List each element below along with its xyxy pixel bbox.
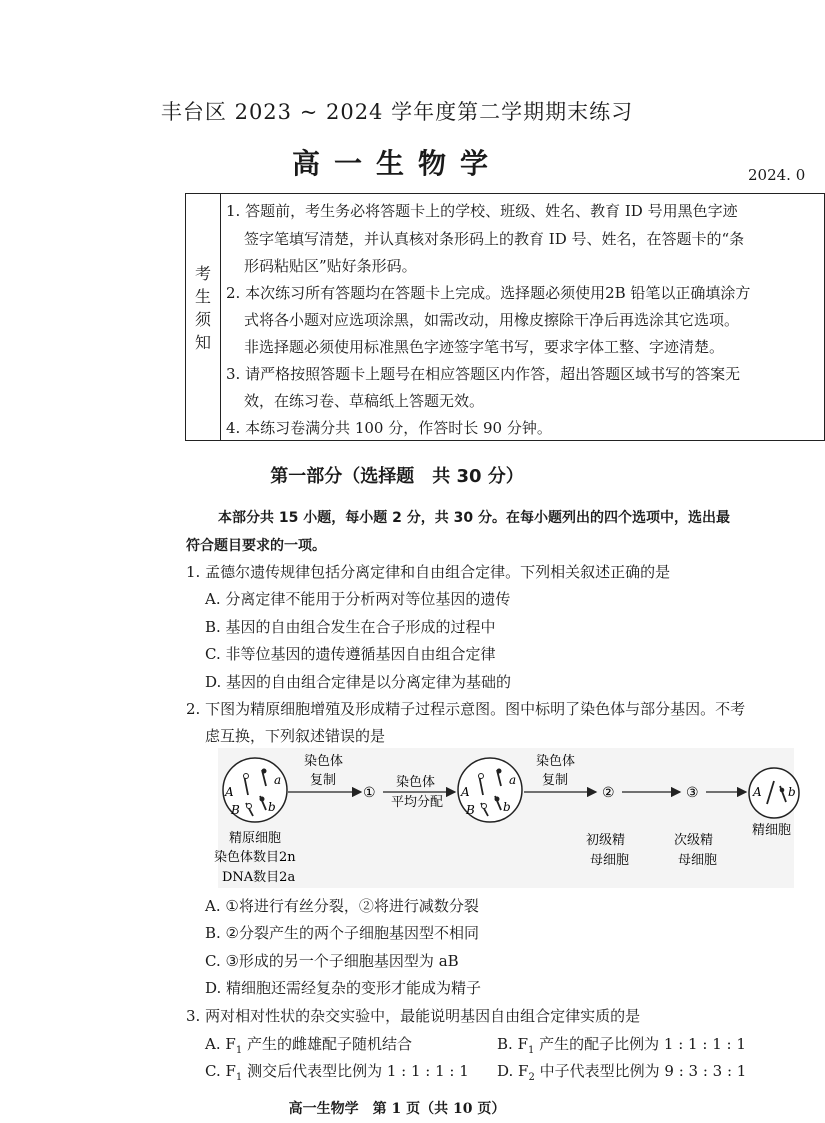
gene-label: B bbox=[466, 803, 475, 817]
arrow-label: 染色体 bbox=[304, 754, 344, 769]
arrow-label: 复制 bbox=[542, 773, 569, 788]
gene-label: B bbox=[231, 803, 240, 817]
centromere bbox=[262, 769, 267, 774]
option-text: 中子代表型比例为 9 : 3 : 3 : 1 bbox=[539, 1062, 747, 1080]
spermatogenesis-diagram bbox=[214, 748, 796, 888]
cell-caption: 初级精 bbox=[586, 833, 626, 848]
notice-label-char: 知 bbox=[194, 333, 211, 352]
cell-caption: 染色体数目2n bbox=[214, 850, 296, 865]
generation-symbol: F bbox=[518, 1062, 529, 1080]
part1-intro: 符合题目要求的一项。 bbox=[186, 538, 326, 554]
daughter-spermatogonium-cell bbox=[458, 758, 522, 822]
question-3-option-d bbox=[497, 1061, 746, 1088]
arrow-label: 染色体 bbox=[396, 775, 436, 790]
arrow-label: 平均分配 bbox=[391, 795, 444, 810]
option-text: 产生的雌雄配子随机结合 bbox=[246, 1035, 412, 1053]
notice-label bbox=[186, 262, 220, 354]
generation-symbol: F bbox=[517, 1035, 528, 1053]
notice-label-char: 生 bbox=[194, 287, 211, 306]
notice-line: 1. 答题前，考生务必将答题卡上的学校、班级、姓名、教育 ID 号用黑色字迹 bbox=[226, 202, 738, 220]
centromere bbox=[495, 797, 500, 802]
notice-label-char: 考 bbox=[194, 264, 211, 283]
notice-line: 形码粘贴区”贴好条形码。 bbox=[244, 257, 417, 275]
question-1-option-d: D. 基因的自由组合定律是以分离定律为基础的 bbox=[205, 673, 512, 691]
option-letter: D. bbox=[497, 1062, 514, 1080]
cell-caption: DNA数目2a bbox=[222, 870, 296, 885]
centromere bbox=[247, 804, 252, 809]
option-text: 测交后代表型比例为 1 : 1 : 1 : 1 bbox=[247, 1062, 469, 1080]
centromere bbox=[479, 774, 484, 779]
part1-intro: 本部分共 15 小题，每小题 2 分，共 30 分。在每小题列出的四个选项中，选出最 bbox=[218, 510, 730, 526]
exam-date: 2024. 0 bbox=[748, 166, 806, 184]
exam-title: 丰台区 2023 ~ 2024 学年度第二学期期末练习 bbox=[160, 100, 634, 124]
question-3-option-c bbox=[205, 1061, 469, 1088]
option-letter: A. bbox=[205, 1035, 221, 1053]
question-3-option-b bbox=[497, 1034, 746, 1061]
cell-caption: 精细胞 bbox=[752, 823, 792, 838]
gene-label: A bbox=[225, 785, 234, 799]
cell-caption: 次级精 bbox=[674, 833, 714, 848]
option-letter: B. bbox=[497, 1035, 513, 1053]
question-2-option-d: D. 精细胞还需经复杂的变形才能成为精子 bbox=[205, 979, 482, 997]
gene-label: a bbox=[274, 773, 282, 787]
generation-subscript: 2 bbox=[528, 1072, 535, 1083]
arrow-label: 染色体 bbox=[536, 754, 576, 769]
centromere bbox=[260, 797, 265, 802]
subject-title: 高一生物学 bbox=[291, 147, 502, 180]
question-2-option-c: C. ③形成的另一个子细胞基因型为 aB bbox=[205, 952, 459, 970]
gene-label: b bbox=[268, 800, 276, 814]
notice-line: 3. 请严格按照答题卡上题号在相应答题区内作答，超出答题区域书写的答案无 bbox=[226, 365, 741, 383]
question-2-stem: 虑互换，下列叙述错误的是 bbox=[205, 727, 386, 745]
question-3-option-a bbox=[205, 1034, 412, 1061]
question-3-stem: 3. 两对相对性状的杂交实验中，最能说明基因自由组合定律实质的是 bbox=[186, 1007, 641, 1025]
question-2-stem: 2. 下图为精原细胞增殖及形成精子过程示意图。图中标明了染色体与部分基因。不考 bbox=[186, 700, 746, 718]
generation-subscript: 1 bbox=[235, 1072, 243, 1083]
stage-marker: ② bbox=[602, 785, 615, 801]
stage-marker: ① bbox=[363, 785, 376, 801]
part1-heading: 第一部分（选择题 共 30 分） bbox=[270, 466, 524, 487]
option-text: 产生的配子比例为 1 : 1 : 1 : 1 bbox=[539, 1035, 746, 1053]
cell-caption: 母细胞 bbox=[590, 853, 630, 868]
notice-line: 效，在练习卷、草稿纸上答题无效。 bbox=[244, 392, 485, 410]
generation-symbol: F bbox=[225, 1062, 236, 1080]
notice-line: 签字笔填写清楚，并认真核对条形码上的教育 ID 号、姓名，在答题卡的“条 bbox=[244, 230, 745, 248]
notice-line: 非选择题必须使用标准黑色字迹签字笔书写，要求字体工整、字迹清楚。 bbox=[244, 338, 725, 356]
generation-subscript: 1 bbox=[235, 1045, 243, 1056]
question-1-stem: 1. 孟德尔遗传规律包括分离定律和自由组合定律。下列相关叙述正确的是 bbox=[186, 563, 671, 581]
notice-line: 式将各小题对应选项涂黑，如需改动，用橡皮擦除干净后再选涂其它选项。 bbox=[244, 311, 740, 329]
centromere bbox=[244, 774, 249, 779]
question-2-option-a: A. ①将进行有丝分裂，②将进行减数分裂 bbox=[205, 897, 479, 915]
notice-line: 2. 本次练习所有答题均在答题卡上完成。选择题必须使用2B 铅笔以正确填涂方 bbox=[226, 284, 751, 302]
question-2-option-b: B. ②分裂产生的两个子细胞基因型不相同 bbox=[205, 924, 480, 942]
question-1-option-b: B. 基因的自由组合发生在合子形成的过程中 bbox=[205, 618, 496, 636]
centromere bbox=[497, 769, 502, 774]
centromere bbox=[780, 788, 785, 793]
generation-subscript: 1 bbox=[528, 1045, 535, 1056]
arrow-label: 复制 bbox=[310, 773, 337, 788]
option-letter: C. bbox=[205, 1062, 221, 1080]
page-footer: 高一生物学 第 1 页（共 10 页） bbox=[288, 1101, 506, 1117]
notice-divider bbox=[220, 194, 221, 440]
question-1-option-c: C. 非等位基因的遗传遵循基因自由组合定律 bbox=[205, 645, 496, 663]
cell-caption: 母细胞 bbox=[678, 853, 718, 868]
cell-caption: 精原细胞 bbox=[229, 831, 282, 846]
gene-label: A bbox=[753, 785, 762, 799]
gene-label: A bbox=[461, 785, 470, 799]
question-1-option-a: A. 分离定律不能用于分析两对等位基因的遗传 bbox=[205, 590, 511, 608]
generation-symbol: F bbox=[225, 1035, 236, 1053]
gene-label: b bbox=[503, 800, 511, 814]
gene-label: b bbox=[788, 785, 796, 799]
gene-label: a bbox=[509, 773, 517, 787]
notice-line: 4. 本练习卷满分共 100 分，作答时长 90 分钟。 bbox=[226, 419, 552, 437]
stage-marker: ③ bbox=[686, 785, 699, 801]
notice-label-char: 须 bbox=[194, 310, 211, 329]
centromere bbox=[482, 804, 487, 809]
